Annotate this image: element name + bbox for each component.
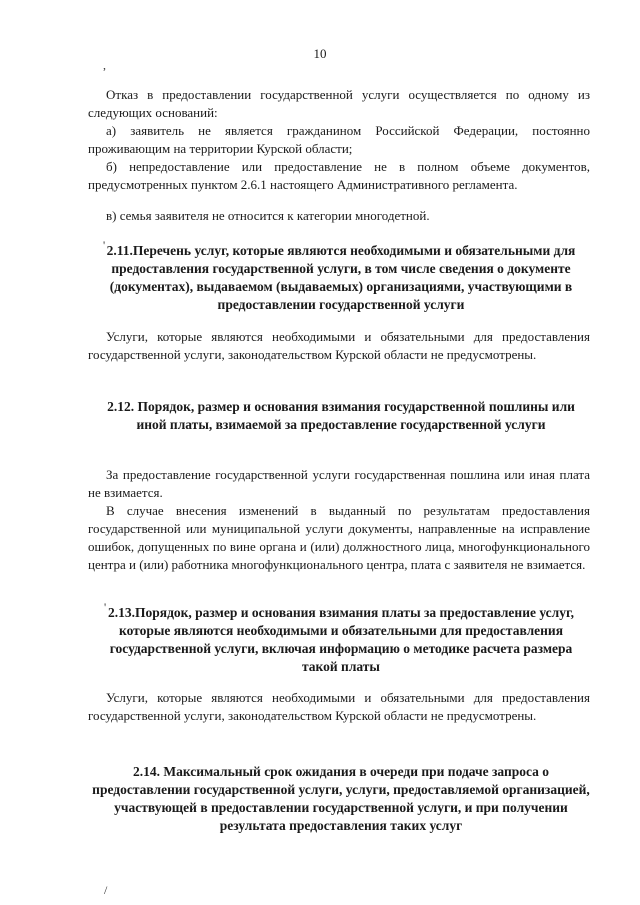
section-2-13-heading: 2.13.Порядок, размер и основания взимания платы за предоставление услуг, которые являются необходимыми и обязательными для предоставления государственной услуги, включая информацию о методике расчета размера такой платы [108,605,574,674]
scan-mark: ' [103,238,106,252]
refusal-intro-paragraph: Отказ в предоставлении государственной услуги осуществляется по одному из следующих оснований: [88,87,590,120]
section-2-13-text: Услуги, которые являются необходимыми и обязательными для предоставления государственной услуги, законодательством Курской области не предусмотрены. [88,690,590,723]
section-2-12-heading: 2.12. Порядок, размер и основания взимания государственной пошлины или иной платы, взимаемой за предоставление государственной услуги [107,399,575,432]
scan-mark: ' [104,600,107,614]
refusal-reason-v: в) семья заявителя не относится к категории многодетной. [106,208,430,223]
section-2-11-heading: 2.11.Перечень услуг, которые являются необходимыми и обязательными для предоставления государственной услуги, в том числе сведения о документе (документах), выдаваемом (выдаваемых) организациями, участвующими в предоставлении государственной услуги [106,243,576,312]
section-2-12-corrections-paragraph: В случае внесения изменений в выданный по результатам предоставления государственной или муниципальной услуги документы, направленные на исправление ошибок, допущенных по вине органа и (или) должностного лица, многофункционального центра и (или) работника многофункционального центра, плата с заявителя не взимается. [88,503,590,572]
section-2-14-heading: 2.14. Максимальный срок ожидания в очереди при подаче запроса о предоставлении государственной услуги, услуги, предоставляемой организацией, участвующей в предоставлении государственной услуги, и при получении результата предоставления таких услуг [92,764,590,833]
refusal-reason-b: б) непредоставление или предоставление не в полном объеме документов, предусмотренных пунктом 2.6.1 настоящего Административного регламента. [88,159,590,192]
refusal-reason-a: а) заявитель не является гражданином Российской Федерации, постоянно проживающим на территории Курской области; [88,123,590,156]
section-2-12-fee-paragraph: За предоставление государственной услуги государственная пошлина или иная плата не взимается. [88,467,590,500]
scan-mark: / [104,883,108,897]
scan-mark: , [103,58,106,72]
page-number: 10 [313,46,327,61]
section-2-11-text: Услуги, которые являются необходимыми и обязательными для предоставления государственной услуги, законодательством Курской области не предусмотрены. [88,329,590,362]
